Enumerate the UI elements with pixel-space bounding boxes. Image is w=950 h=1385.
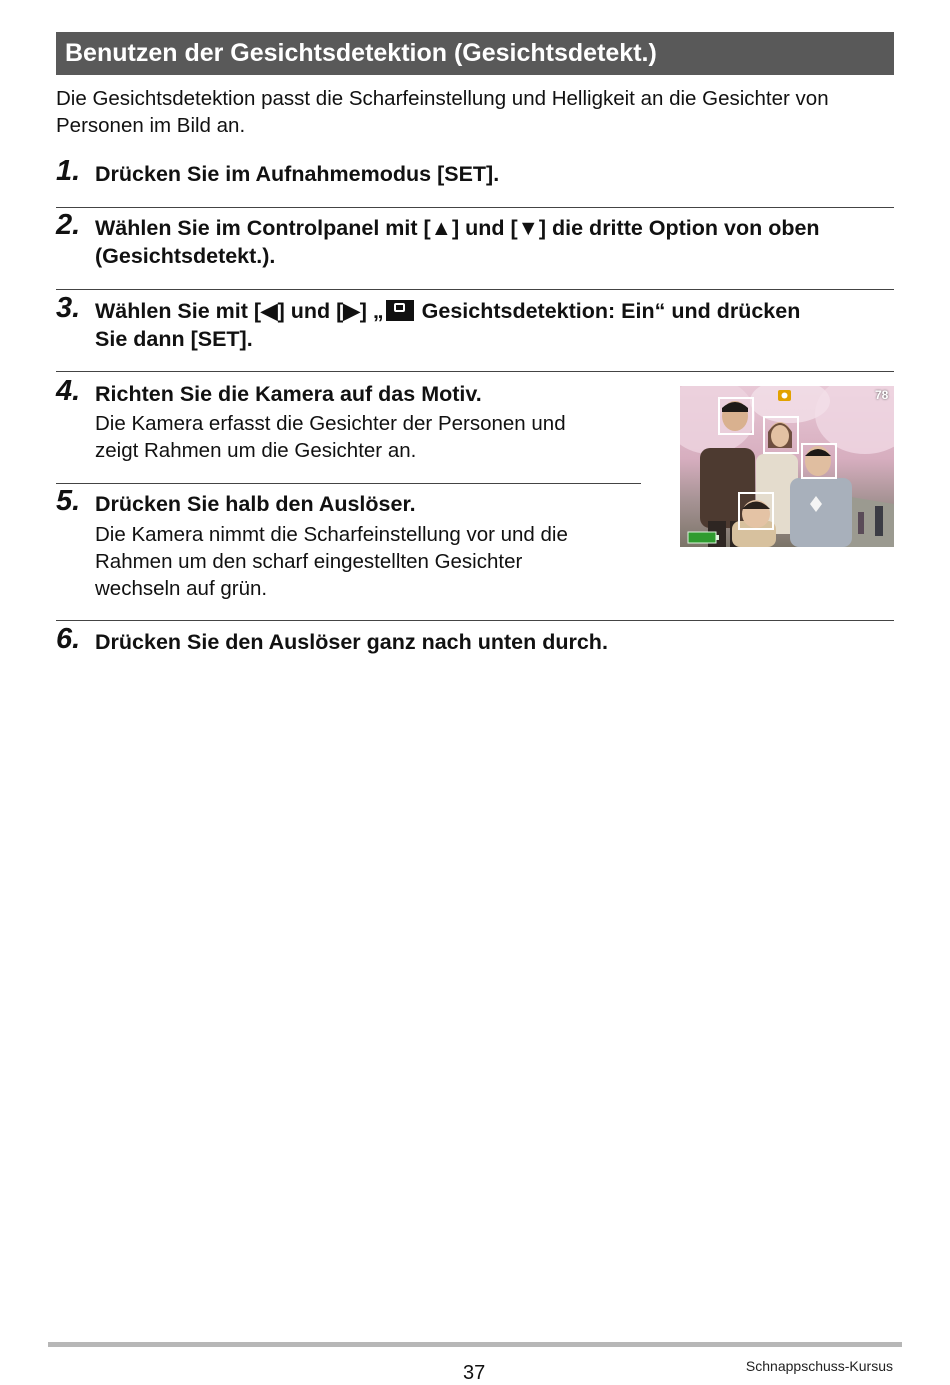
step-title-line-1: Wählen Sie im Controlpanel mit [▲] und [▼] die dritte Option von oben xyxy=(95,216,820,240)
camera-preview-photo xyxy=(680,386,894,547)
intro-text: Die Gesichtsdetektion passt die Scharfeinstellung und Helligkeit an die Gesichter von Personen im Bild an. xyxy=(56,87,829,137)
step-title: Drücken Sie den Auslöser ganz nach unten durch. xyxy=(95,630,608,654)
step-description-line-2: zeigt Rahmen um die Gesichter an. xyxy=(95,439,417,462)
shot-count: 78 xyxy=(875,388,889,402)
step-description-line-1: Die Kamera nimmt die Scharfeinstellung vor und die xyxy=(95,523,568,546)
step-number: 1. xyxy=(56,155,81,187)
divider xyxy=(56,207,894,208)
section-name: Schnappschuss-Kursus xyxy=(745,1358,893,1374)
step-title-line-1 xyxy=(95,297,800,325)
step-number: 6. xyxy=(56,623,81,655)
footer-rule xyxy=(48,1342,902,1347)
step-number: 4. xyxy=(56,375,81,407)
step-title: Drücken Sie halb den Auslöser. xyxy=(95,492,416,516)
page-number: 37 xyxy=(463,1362,486,1384)
battery-icon xyxy=(688,532,716,543)
step-description-line-1: Die Kamera erfasst die Gesichter der Personen und xyxy=(95,412,566,435)
section-title: Benutzen der Gesichtsdetektion (Gesichtsdetekt.) xyxy=(56,32,894,75)
step-title-line-2: Sie dann [SET]. xyxy=(95,327,253,351)
step-title: Drücken Sie im Aufnahmemodus [SET]. xyxy=(95,162,500,186)
step-number: 3. xyxy=(56,292,81,324)
step-description-line-2: Rahmen um den scharf eingestellten Gesichter xyxy=(95,550,523,573)
family-photo-illustration xyxy=(680,386,894,547)
step-title-text: Gesichtsdetektion: Ein“ und drücken xyxy=(415,299,801,323)
divider xyxy=(56,371,894,372)
step-title: Richten Sie die Kamera auf das Motiv. xyxy=(95,382,482,406)
divider xyxy=(56,289,894,290)
step-title-line-2: (Gesichtsdetekt.). xyxy=(95,244,276,268)
step-number: 5. xyxy=(56,485,81,517)
divider xyxy=(56,483,641,484)
face-detection-icon xyxy=(386,300,414,321)
step-description-line-3: wechseln auf grün. xyxy=(95,577,268,600)
step-number: 2. xyxy=(56,209,81,241)
step-title-text: Wählen Sie mit [◀] und [▶] „ xyxy=(95,299,384,323)
divider xyxy=(56,620,894,621)
